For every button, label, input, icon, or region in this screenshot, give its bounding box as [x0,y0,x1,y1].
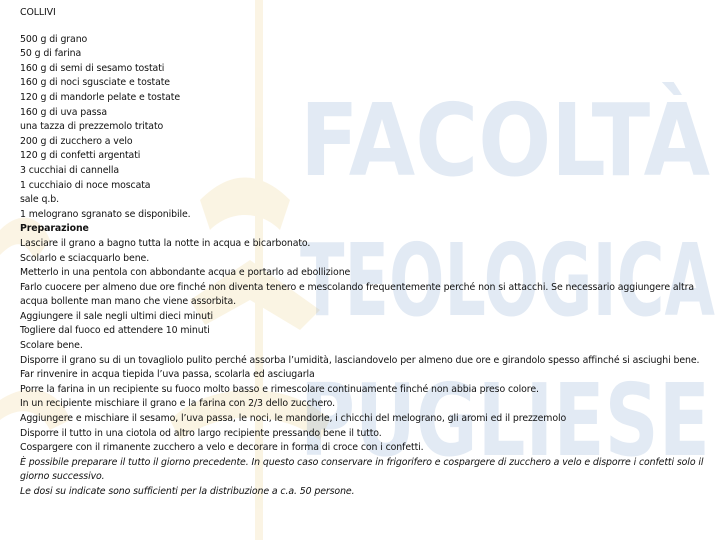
step-item: Disporre il grano su di un tovagliolo pulito perché assorba l’umidità, lasciandovelo per almeno due ore e girandolo spesso affinché si asciughi bene. [20,354,700,366]
ingredient-item: 500 g di grano [20,33,88,45]
recipe-title: COLLIVI [20,7,56,18]
preparation-heading: Preparazione [20,223,89,235]
watermark-line-3: PUGLIESE [300,362,710,479]
ingredient-item: 160 g di noci sgusciate e tostate [20,77,170,89]
ingredient-item: 1 cucchiaio di noce moscata [20,179,151,191]
recipe-notes [20,456,714,500]
step-item: In un recipiente mischiare il grano e la farina con 2/3 dello zucchero. [20,398,336,410]
ingredient-item: 160 g di uva passa [20,106,107,118]
ingredient-item: 50 g di farina [20,48,82,60]
step-item: Farlo cuocere per almeno due ore finché non diventa tenero e mescolando frequentemente perché non si attacchi. Se necessario aggiungere altra acqua bollente man mano che viene assorbita. [20,281,694,308]
ingredient-item: 120 g di confetti argentati [20,150,141,162]
ingredient-item: 120 g di mandorle pelate e tostate [20,91,181,103]
step-item: Far rinvenire in acqua tiepida l’uva passa, scolarla ed asciugarla [20,369,315,381]
step-item: Disporre il tutto in una ciotola od altro largo recipiente pressando bene il tutto. [20,427,382,439]
ingredient-item: una tazza di prezzemolo tritato [20,121,164,133]
step-item: Scolare bene. [20,340,83,352]
ingredients-list [20,33,714,223]
step-item: Porre la farina in un recipiente su fuoco molto basso e rimescolare continuamente finché non abbia preso colore. [20,383,539,395]
ingredient-item: sale q.b. [20,194,59,206]
ingredient-item: 1 melograno sgranato se disponibile. [20,208,191,220]
step-item: Metterlo in una pentola con abbondante acqua e portarlo ad ebollizione [20,267,351,279]
step-item: Aggiungere il sale negli ultimi dieci minuti [20,310,214,322]
watermark-line-2: TEOLOGICA [300,222,715,339]
step-item: Aggiungere e mischiare il sesamo, l’uva passa, le noci, le mandorle, i chicchi del melograno, gli aromi ed il prezzemolo [20,413,567,425]
ingredient-item: 3 cucchiai di cannella [20,164,120,176]
step-item: Togliere dal fuoco ed attendere 10 minuti [20,325,210,337]
step-item: Cospargere con il rimanente zucchero a velo e decorare in forma di croce con i confetti. [20,442,424,454]
note-item: È possibile preparare il tutto il giorno precedente. In questo caso conservare in frigorifero e cospargere di zucchero a velo e disporre i confetti solo il giorno successivo. [20,456,704,483]
watermark-line-1: FACOLTÀ [300,82,710,199]
note-item: Le dosi su indicate sono sufficienti per la distribuzione a c.a. 50 persone. [20,486,355,497]
preparation-steps [20,237,714,456]
recipe-document [20,6,714,500]
step-item: Lasciare il grano a bagno tutta la notte in acqua e bicarbonato. [20,237,311,249]
ingredient-item: 160 g di semi di sesamo tostati [20,62,165,74]
ingredient-item: 200 g di zucchero a velo [20,135,133,147]
step-item: Scolarlo e sciacquarlo bene. [20,252,150,264]
